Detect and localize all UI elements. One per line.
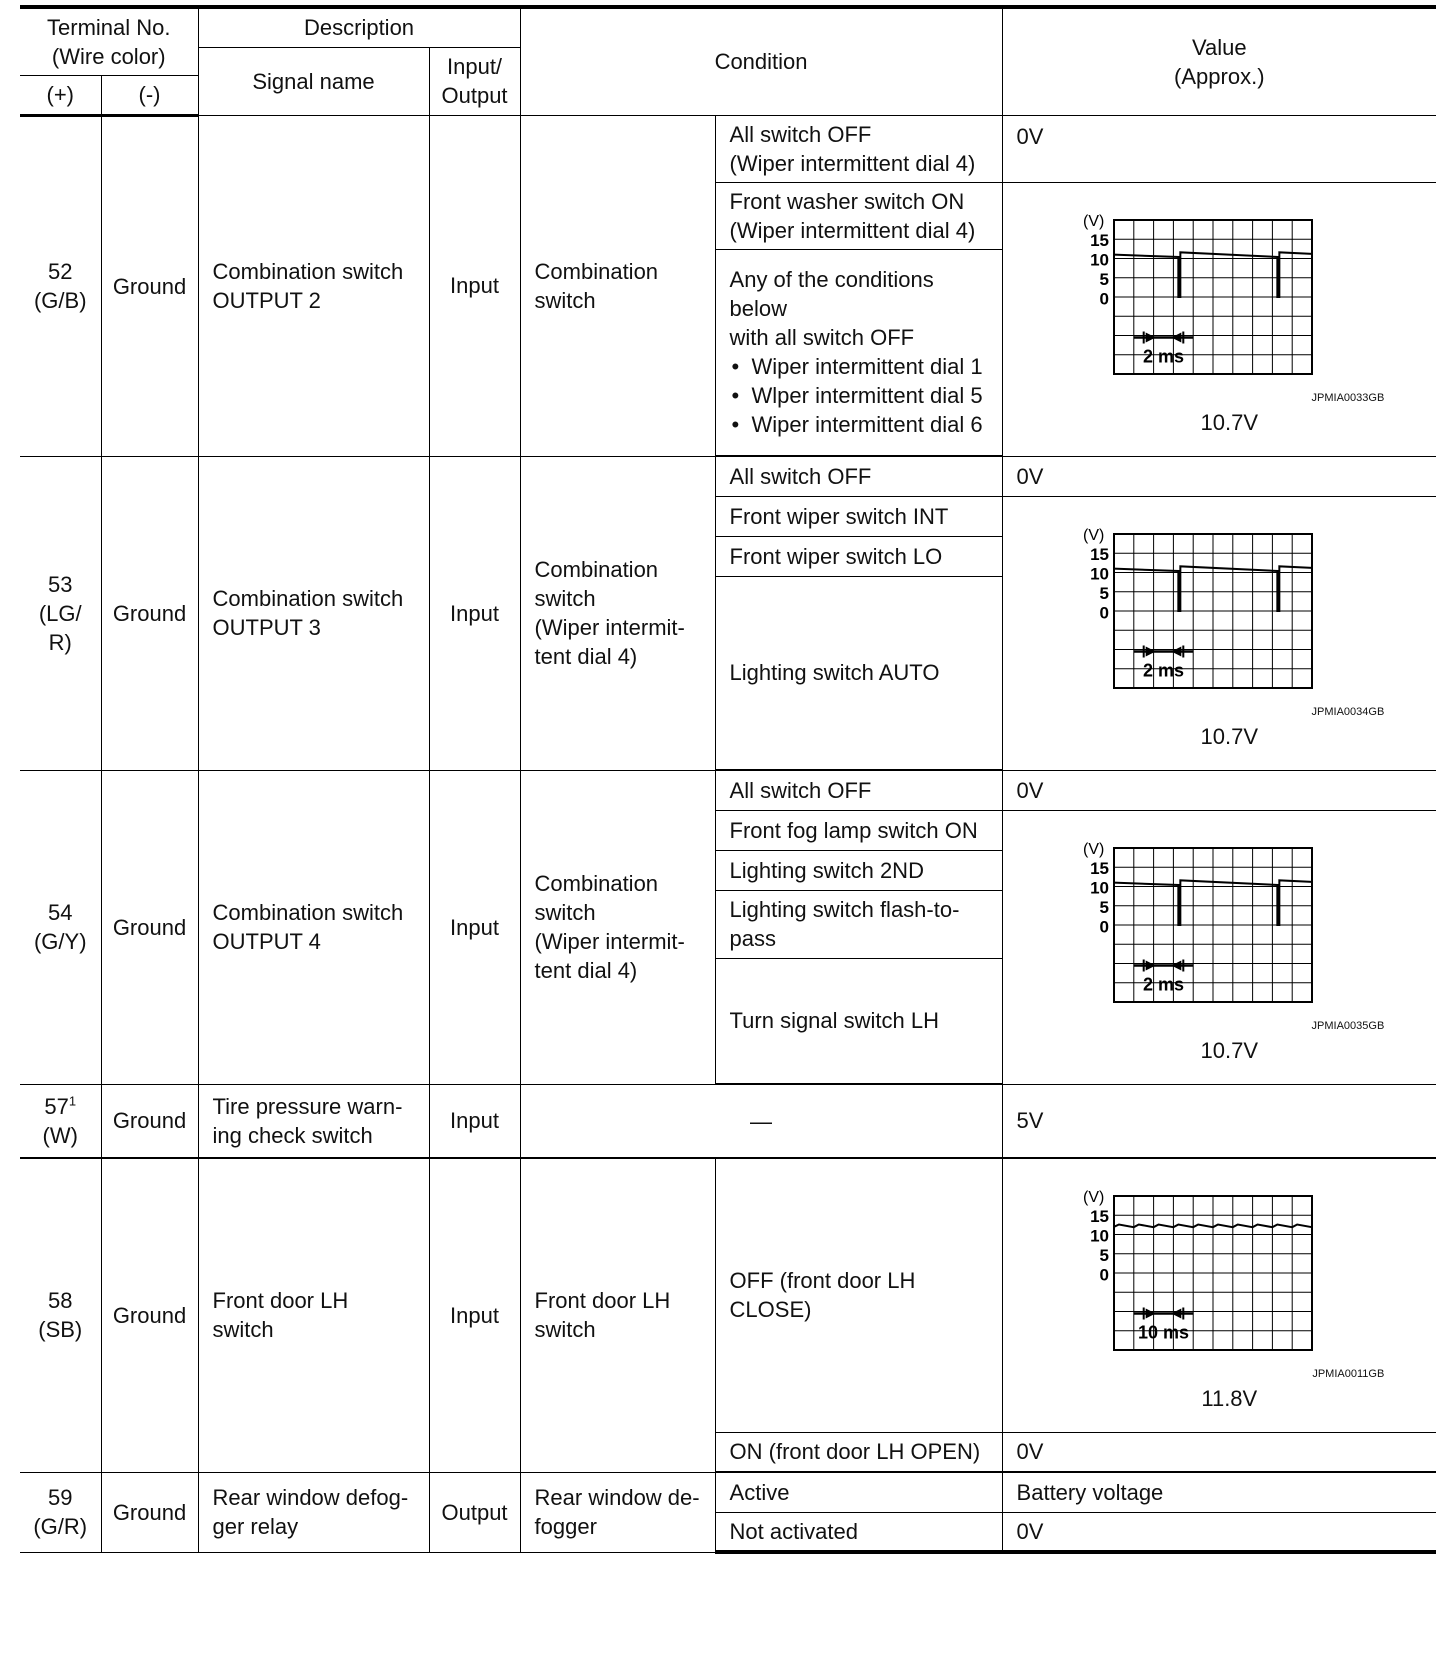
condition-main-59: Rear window de- fogger: [520, 1472, 715, 1552]
waveform-chart: [1054, 202, 1384, 392]
condition-54-lighting-2nd: Lighting switch 2ND: [715, 850, 1002, 890]
timebase-label: 10 ms: [1138, 1322, 1190, 1343]
header-signal-name: Signal name: [198, 47, 429, 115]
terminal-spec-table: [20, 5, 1436, 1554]
timebase-label: 2 ms: [1143, 974, 1185, 994]
tick-label: 5: [1099, 897, 1110, 917]
tick-label: 10: [1090, 250, 1110, 269]
tick-label: 0: [1099, 917, 1110, 936]
axis-unit: (V): [1083, 526, 1105, 544]
value-54-0v: 0V: [1002, 770, 1436, 810]
tick-label: 0: [1099, 289, 1110, 308]
terminal-58: 58 (SB): [20, 1158, 101, 1472]
tick-label: 10: [1090, 1226, 1110, 1246]
waveform-chart: [1054, 830, 1384, 1020]
terminal-53: 53 (LG/ R): [20, 456, 101, 770]
condition-58-door-open: ON (front door LH OPEN): [715, 1432, 1002, 1472]
waveform-value: 10.7V: [1200, 1037, 1259, 1063]
condition-52-any-of: Any of the conditions below with all switch OFF • Wiper intermittent dial 1 • Wlper intermittent dial 5 • Wiper intermittent dial 6: [715, 249, 1002, 456]
signal-name-58: Front door LH switch: [198, 1158, 429, 1472]
header-value: Value (Approx.): [1002, 7, 1436, 115]
footnote-marker: 1: [68, 1093, 77, 1109]
value-58-0v: 0V: [1002, 1432, 1436, 1472]
header-plus: (+): [20, 75, 101, 115]
terminal-59: 59 (G/R): [20, 1472, 101, 1552]
signal-name-57: Tire pressure warn- ing check switch: [198, 1084, 429, 1158]
condition-53-all-switch-off: All switch OFF: [715, 456, 1002, 496]
io-58: Input: [429, 1158, 520, 1472]
condition-54-all-switch-off: All switch OFF: [715, 770, 1002, 810]
ground-57: Ground: [101, 1084, 198, 1158]
tick-label: 5: [1099, 1245, 1110, 1265]
value-52-waveform: [1002, 182, 1436, 456]
timebase-arrow: [1172, 1308, 1182, 1318]
timebase-arrow: [1146, 332, 1156, 342]
ground-59: Ground: [101, 1472, 198, 1552]
condition-57: —: [520, 1084, 1002, 1158]
list-item: • Wiper intermittent dial 1: [730, 352, 988, 381]
header-minus: (-): [101, 75, 198, 115]
timebase-arrow: [1172, 646, 1182, 656]
tick-label: 0: [1099, 603, 1110, 622]
waveform-value: 10.7V: [1200, 723, 1259, 749]
axis-unit: (V): [1083, 1188, 1105, 1206]
timebase-arrow: [1172, 960, 1182, 970]
waveform-value: 11.8V: [1201, 1385, 1258, 1411]
terminal-52: 52 (G/B): [20, 115, 101, 456]
value-54-waveform: [1002, 810, 1436, 1084]
condition-54-front-fog: Front fog lamp switch ON: [715, 810, 1002, 850]
figure-id: JPMIA0035GB: [1311, 1019, 1385, 1032]
ground-54: Ground: [101, 770, 198, 1084]
timebase-arrow: [1146, 646, 1156, 656]
ground-53: Ground: [101, 456, 198, 770]
value-53-waveform: [1002, 496, 1436, 770]
tick-label: 10: [1090, 564, 1110, 583]
figure-id: JPMIA0034GB: [1311, 705, 1385, 718]
condition-53-wiper-lo: Front wiper switch LO: [715, 536, 1002, 576]
tick-label: 15: [1090, 858, 1110, 878]
io-57: Input: [429, 1084, 520, 1158]
terminal-57: $57^1$ (W): [20, 1084, 101, 1158]
value-59-0v: 0V: [1002, 1512, 1436, 1552]
axis-unit: (V): [1083, 840, 1105, 858]
tick-label: 5: [1099, 583, 1110, 603]
condition-53-lighting-auto: Lighting switch AUTO: [715, 576, 1002, 770]
condition-main-53: Combination switch (Wiper intermit- tent dial 4): [520, 456, 715, 770]
condition-58-door-close: OFF (front door LH CLOSE): [715, 1158, 1002, 1432]
condition-main-58: Front door LH switch: [520, 1158, 715, 1472]
condition-59-not-activated: Not activated: [715, 1512, 1002, 1552]
list-item: • Wiper intermittent dial 6: [730, 410, 988, 439]
waveform-chart: [1054, 516, 1384, 706]
header-terminal-no: Terminal No. (Wire color): [20, 7, 198, 75]
tick-label: 5: [1099, 269, 1110, 289]
condition-53-wiper-int: Front wiper switch INT: [715, 496, 1002, 536]
value-57: 5V: [1002, 1084, 1436, 1158]
condition-54-flash-to-pass: Lighting switch flash-to- pass: [715, 890, 1002, 958]
condition-52-front-washer: Front washer switch ON (Wiper intermittent dial 4): [715, 182, 1002, 249]
signal-name-54: Combination switch OUTPUT 4: [198, 770, 429, 1084]
signal-name-53: Combination switch OUTPUT 3: [198, 456, 429, 770]
waveform-58: [1054, 1178, 1385, 1380]
condition-list: [730, 352, 988, 439]
tick-label: 15: [1090, 230, 1110, 250]
io-59: Output: [429, 1472, 520, 1552]
waveform-52: [1054, 202, 1385, 404]
value-52-0v: 0V: [1002, 115, 1436, 182]
io-54: Input: [429, 770, 520, 1084]
signal-name-59: Rear window defog- ger relay: [198, 1472, 429, 1552]
waveform-value: 10.7V: [1200, 409, 1259, 435]
figure-id: JPMIA0033GB: [1311, 391, 1385, 404]
waveform-54: [1054, 830, 1385, 1032]
condition-main-54: Combination switch (Wiper intermit- tent dial 4): [520, 770, 715, 1084]
io-52: Input: [429, 115, 520, 456]
header-description: Description: [198, 7, 520, 47]
timebase-label: 2 ms: [1143, 660, 1185, 680]
tick-label: 10: [1090, 878, 1110, 897]
io-53: Input: [429, 456, 520, 770]
condition-59-active: Active: [715, 1472, 1002, 1512]
condition-main-52: Combination switch: [520, 115, 715, 456]
header-condition: Condition: [520, 7, 1002, 115]
ground-52: Ground: [101, 115, 198, 456]
timebase-label: 2 ms: [1143, 346, 1185, 366]
axis-unit: (V): [1083, 212, 1105, 230]
terminal-54: 54 (G/Y): [20, 770, 101, 1084]
waveform-chart: [1054, 1178, 1384, 1368]
timebase-arrow: [1146, 960, 1156, 970]
list-item: • Wlper intermittent dial 5: [730, 381, 988, 410]
value-59-battery: Battery voltage: [1002, 1472, 1436, 1512]
condition-52-all-switch-off: All switch OFF (Wiper intermittent dial 4): [715, 115, 1002, 182]
header-input-output: Input/ Output: [429, 47, 520, 115]
condition-54-turn-signal: Turn signal switch LH: [715, 958, 1002, 1084]
tick-label: 15: [1090, 544, 1110, 564]
timebase-arrow: [1172, 332, 1182, 342]
waveform-53: [1054, 516, 1385, 718]
tick-label: 0: [1099, 1265, 1110, 1285]
value-58-waveform: [1002, 1158, 1436, 1432]
figure-id: JPMIA0011GB: [1312, 1367, 1385, 1380]
ground-58: Ground: [101, 1158, 198, 1472]
value-53-0v: 0V: [1002, 456, 1436, 496]
tick-label: 15: [1090, 1206, 1110, 1226]
signal-name-52: Combination switch OUTPUT 2: [198, 115, 429, 456]
timebase-arrow: [1146, 1308, 1156, 1318]
